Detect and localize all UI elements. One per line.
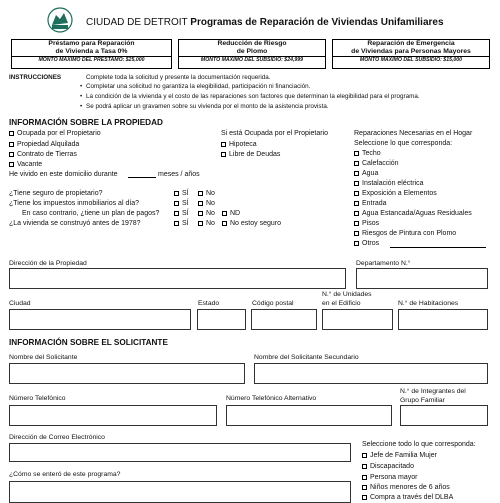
checkbox-label: Agua bbox=[362, 170, 379, 177]
city-field[interactable] bbox=[9, 309, 191, 330]
units-label: N.° de Unidades bbox=[322, 291, 372, 298]
repair-checkbox-electrical[interactable] bbox=[354, 180, 423, 188]
program-subtitle: de Plomo bbox=[236, 47, 268, 55]
checkbox-label: Niños menores de 6 años bbox=[370, 484, 450, 491]
detroit-seal-icon bbox=[47, 7, 73, 33]
unsure-checkbox[interactable] bbox=[222, 220, 281, 228]
units-label-2: en el Edificio bbox=[322, 300, 361, 307]
checkbox-owner-occupied[interactable] bbox=[9, 130, 101, 138]
phone-alt-label: Número Telefónico Alternativo bbox=[226, 395, 317, 402]
checkbox-label: Ocupada por el Propietario bbox=[17, 130, 101, 137]
yes-label: SÍ bbox=[182, 220, 189, 227]
household-label: N.° de Integrantes del bbox=[400, 388, 466, 395]
household-count-field[interactable] bbox=[400, 405, 488, 426]
checkbox-label: Instalación eléctrica bbox=[362, 180, 424, 187]
checkbox-land-contract[interactable] bbox=[9, 151, 77, 159]
nd-checkbox[interactable] bbox=[222, 210, 240, 218]
state-field[interactable] bbox=[197, 309, 246, 330]
yes-checkbox[interactable] bbox=[174, 190, 189, 198]
zip-field[interactable] bbox=[251, 309, 317, 330]
checkbox-rented[interactable] bbox=[9, 141, 79, 149]
repair-checkbox-water[interactable] bbox=[354, 170, 378, 178]
phone-label: Número Telefónico bbox=[9, 395, 66, 402]
checkbox-label: Discapacitado bbox=[370, 463, 414, 470]
title-city: CIUDAD DE DETROIT bbox=[86, 17, 188, 28]
no-checkbox[interactable] bbox=[198, 210, 215, 218]
yes-checkbox[interactable] bbox=[174, 200, 189, 208]
program-box-lead bbox=[178, 39, 326, 69]
units-field[interactable] bbox=[322, 309, 393, 330]
address-field[interactable] bbox=[9, 268, 346, 289]
yes-label: SÍ bbox=[182, 200, 189, 207]
checkbox-disabled[interactable] bbox=[362, 463, 414, 471]
state-label: Estado bbox=[198, 300, 220, 307]
checkbox-senior[interactable] bbox=[362, 474, 417, 482]
owner-occupied-heading: Si está Ocupada por el Propietario bbox=[221, 130, 329, 137]
apt-label: Departamento N.° bbox=[356, 260, 411, 267]
program-box-loan bbox=[11, 39, 172, 69]
secondary-name-field[interactable] bbox=[254, 363, 488, 384]
question-insurance: ¿Tiene seguro de propietario? bbox=[9, 190, 103, 197]
checkbox-label: Hipoteca bbox=[229, 141, 257, 148]
other-repairs-input[interactable] bbox=[390, 247, 486, 248]
repair-checkbox-roof[interactable] bbox=[354, 150, 381, 158]
repair-checkbox-entrance[interactable] bbox=[354, 200, 387, 208]
heard-label: ¿Cómo se enteró de este programa? bbox=[9, 471, 121, 478]
repair-checkbox-heating[interactable] bbox=[354, 160, 399, 168]
checkbox-label: Calefacción bbox=[362, 160, 399, 167]
checkbox-label: Techo bbox=[362, 150, 381, 157]
question-taxes: ¿Tiene los impuestos inmobiliarios al día? bbox=[9, 200, 140, 207]
checkbox-label: Vacante bbox=[17, 161, 43, 168]
checkbox-dlba[interactable] bbox=[362, 494, 453, 502]
lived-duration-input[interactable] bbox=[128, 177, 156, 178]
instruction-line: • La condición de la vivienda y el costo de las reparaciones son factores que determinan la elegibilidad para el programa. bbox=[86, 93, 420, 100]
property-section-heading: INFORMACIÓN SOBRE LA PROPIEDAD bbox=[9, 118, 163, 127]
repair-checkbox-exposure[interactable] bbox=[354, 190, 437, 198]
applicant-section-heading: INFORMACIÓN SOBRE EL SOLICITANTE bbox=[9, 338, 168, 347]
lived-duration-label: He vivido en este domicilio durante bbox=[9, 171, 118, 178]
secondary-name-label: Nombre del Solicitante Secundario bbox=[254, 354, 359, 361]
phone-field[interactable] bbox=[9, 405, 217, 426]
repair-checkbox-other[interactable] bbox=[354, 240, 379, 248]
lived-units-label: meses / años bbox=[158, 171, 200, 178]
rooms-field[interactable] bbox=[398, 309, 488, 330]
address-label: Dirección de la Propiedad bbox=[9, 260, 87, 267]
program-title: Reducción de Riesgo bbox=[217, 40, 287, 47]
applicant-name-field[interactable] bbox=[9, 363, 245, 384]
checkbox-label: Otros bbox=[362, 240, 380, 247]
apt-field[interactable] bbox=[356, 268, 488, 289]
no-label: No bbox=[206, 200, 215, 207]
checkbox-label: Entrada bbox=[362, 200, 387, 207]
email-label: Dirección de Correo Electrónico bbox=[9, 434, 105, 441]
repairs-heading: Reparaciones Necesarias en el Hogar bbox=[354, 130, 473, 137]
title-programs: Programas de Reparación de Viviendas Unifamiliares bbox=[190, 17, 444, 28]
rooms-label: N.° de Habitaciones bbox=[398, 300, 459, 307]
phone-alt-field[interactable] bbox=[226, 405, 392, 426]
zip-label: Código postal bbox=[252, 300, 294, 307]
question-payment-plan: En caso contrario, ¿tiene un plan de pagos? bbox=[22, 210, 160, 217]
instruction-line: • Completar una solicitud no garantiza la elegibilidad, participación ni financiación. bbox=[86, 83, 310, 90]
unsure-label: No estoy seguro bbox=[230, 220, 281, 227]
checkbox-label: Exposición a Elementos bbox=[362, 190, 437, 197]
program-max: MONTO MÁXIMO DEL PRÉSTAMO: $25,000 bbox=[12, 56, 171, 64]
checkbox-label: Pisos bbox=[362, 220, 380, 227]
checkbox-vacant[interactable] bbox=[9, 161, 42, 169]
program-box-emergency bbox=[332, 39, 490, 69]
instruction-line: • Se podrá aplicar un gravamen sobre su vivienda por el monto de la asistencia provista. bbox=[86, 103, 329, 110]
program-max: MONTO MÁXIMO DEL SUBSIDIO: $24,999 bbox=[179, 56, 325, 64]
checkbox-label: Jefe de Familia Mujer bbox=[370, 452, 437, 459]
checkbox-label: Persona mayor bbox=[370, 474, 418, 481]
checkbox-debt-free[interactable] bbox=[221, 151, 280, 159]
household-label-2: Grupo Familiar bbox=[400, 397, 445, 404]
email-field[interactable] bbox=[9, 443, 351, 462]
repair-checkbox-lead-paint[interactable] bbox=[354, 230, 456, 238]
page-title bbox=[86, 17, 444, 29]
checkbox-label: Contrato de Tierras bbox=[17, 151, 77, 158]
yes-checkbox[interactable] bbox=[174, 210, 189, 218]
no-label: No bbox=[206, 210, 215, 217]
household-select-heading: Seleccione todo lo que corresponda: bbox=[362, 441, 476, 448]
checkbox-label: Compra a través del DLBA bbox=[370, 494, 454, 501]
repair-checkbox-sewage[interactable] bbox=[354, 210, 472, 218]
yes-label: SÍ bbox=[182, 190, 189, 197]
program-title: Reparación de Emergencia bbox=[367, 40, 455, 47]
checkbox-label: Propiedad Alquilada bbox=[17, 141, 80, 148]
checkbox-label: Agua Estancada/Aguas Residuales bbox=[362, 210, 472, 217]
instructions-label: INSTRUCCIONES bbox=[9, 74, 62, 81]
program-subtitle: de Viviendas para Personas Mayores bbox=[351, 47, 471, 55]
nd-label: ND bbox=[230, 210, 241, 217]
checkbox-children[interactable] bbox=[362, 484, 450, 492]
checkbox-female-head[interactable] bbox=[362, 452, 437, 460]
no-label: No bbox=[206, 190, 215, 197]
no-checkbox[interactable] bbox=[198, 200, 215, 208]
instruction-line: Complete toda la solicitud y presente la documentación requerida. bbox=[86, 74, 271, 81]
city-label: Ciudad bbox=[9, 300, 31, 307]
no-checkbox[interactable] bbox=[198, 220, 215, 228]
question-built-1978: ¿La vivienda se construyó antes de 1978? bbox=[9, 220, 141, 227]
checkbox-label: Libre de Deudas bbox=[229, 151, 281, 158]
no-label: No bbox=[206, 220, 215, 227]
checkbox-label: Riesgos de Pintura con Plomo bbox=[362, 230, 457, 237]
program-subtitle: de Vivienda a Tasa 0% bbox=[55, 47, 128, 55]
applicant-name-label: Nombre del Solicitante bbox=[9, 354, 78, 361]
program-max: MONTO MÁXIMO DEL SUBSIDIO: $15,000 bbox=[333, 56, 489, 64]
no-checkbox[interactable] bbox=[198, 190, 215, 198]
repairs-subheading: Seleccione lo que corresponda: bbox=[354, 140, 453, 147]
checkbox-mortgage[interactable] bbox=[221, 141, 257, 149]
repair-checkbox-floors[interactable] bbox=[354, 220, 379, 228]
yes-label: SÍ bbox=[182, 210, 189, 217]
program-title: Préstamo para Reparación bbox=[48, 40, 135, 47]
yes-checkbox[interactable] bbox=[174, 220, 189, 228]
